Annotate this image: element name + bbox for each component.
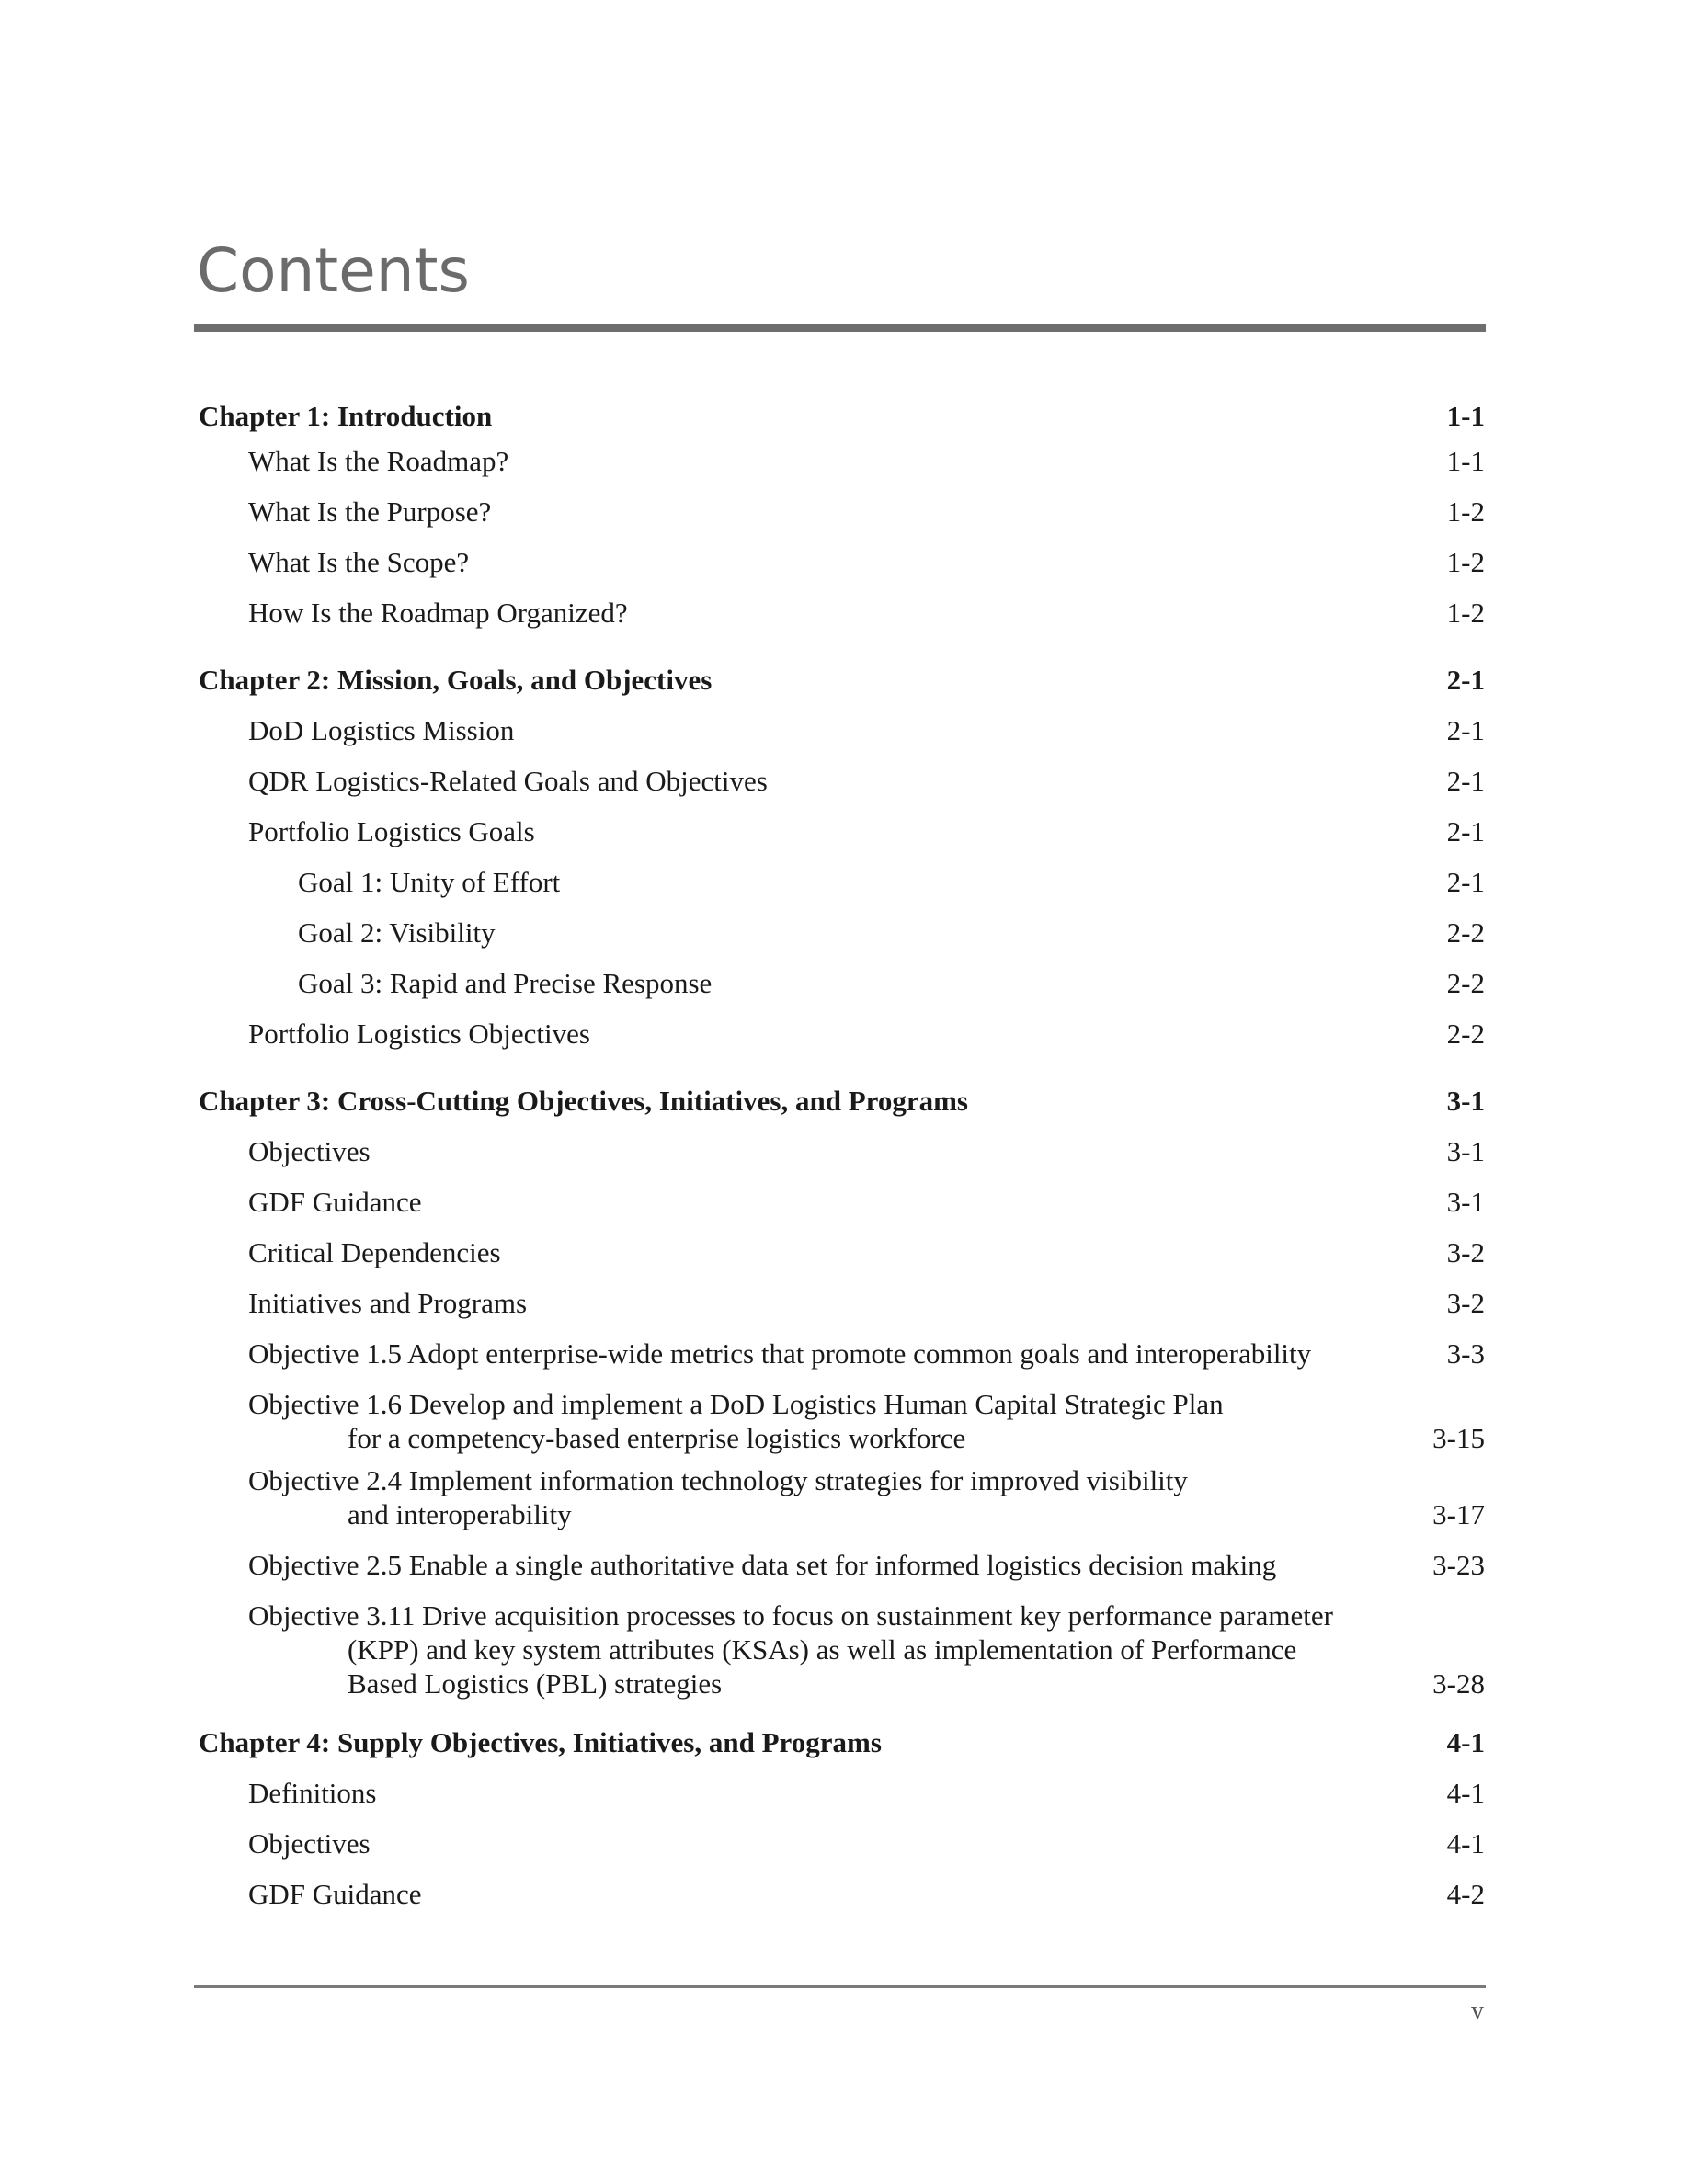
toc-entry-label: Objectives — [248, 1827, 371, 1860]
toc-entry-label: Chapter 2: Mission, Goals, and Objectives — [199, 664, 713, 696]
toc-entry[interactable] — [199, 1387, 1485, 1455]
toc-entry[interactable] — [199, 1008, 1485, 1059]
toc-entry-page: 3-28 — [1432, 1667, 1485, 1700]
table-of-contents — [199, 395, 1485, 1919]
toc-entry-page: 1-2 — [1446, 546, 1485, 578]
toc-entry[interactable] — [199, 1768, 1485, 1818]
footer-divider — [194, 1985, 1486, 1988]
toc-entry-page: 3-15 — [1432, 1422, 1485, 1454]
toc-entry-label: GDF Guidance — [248, 1878, 422, 1910]
toc-entry-page: 1-1 — [1446, 399, 1485, 432]
toc-entry-line: Objective 1.6 Develop and implement a DoD Logistics Human Capital Strategic Plan — [248, 1388, 1224, 1420]
toc-entry-label: What Is the Scope? — [248, 546, 470, 578]
toc-entry-label — [248, 1463, 1379, 1531]
toc-entry[interactable] — [199, 1177, 1485, 1227]
toc-entry-label: How Is the Roadmap Organized? — [248, 597, 628, 629]
footer-page-number: v — [1471, 1996, 1484, 2025]
toc-entry-page: 3-2 — [1446, 1236, 1485, 1268]
toc-entry-label — [248, 1387, 1379, 1455]
toc-entry[interactable] — [199, 756, 1485, 806]
toc-entry-page: 3-23 — [1432, 1549, 1485, 1581]
toc-chapter-2[interactable] — [199, 654, 1485, 705]
toc-entry-label: Portfolio Logistics Goals — [248, 815, 535, 847]
toc-entry-line: (KPP) and key system attributes (KSAs) as well as implementation of Performance — [348, 1633, 1297, 1666]
toc-entry-line: Objective 3.11 Drive acquisition processes to focus on sustainment key performance parameter — [248, 1599, 1333, 1632]
toc-entry[interactable] — [199, 1598, 1485, 1701]
toc-entry[interactable] — [199, 537, 1485, 587]
page-title: Contents — [197, 235, 470, 306]
toc-entry-label: DoD Logistics Mission — [248, 714, 515, 746]
toc-entry-label: Initiatives and Programs — [248, 1287, 528, 1319]
title-divider — [194, 324, 1486, 332]
toc-entry-label: Goal 1: Unity of Effort — [298, 866, 561, 898]
toc-entry-label: What Is the Purpose? — [248, 495, 492, 528]
toc-entry-page: 2-2 — [1446, 967, 1485, 999]
toc-entry-page: 3-1 — [1446, 1085, 1485, 1117]
toc-entry[interactable] — [199, 486, 1485, 537]
toc-chapter-1[interactable] — [199, 395, 1485, 436]
toc-entry-label: QDR Logistics-Related Goals and Objectives — [248, 765, 768, 797]
toc-entry-page: 3-1 — [1446, 1135, 1485, 1167]
toc-entry-label: Chapter 4: Supply Objectives, Initiatives, and Programs — [199, 1726, 882, 1758]
toc-entry-page: 2-1 — [1446, 815, 1485, 847]
toc-entry[interactable] — [199, 587, 1485, 638]
toc-entry-line: for a competency-based enterprise logistics workforce — [348, 1422, 966, 1454]
toc-entry-page: 3-1 — [1446, 1186, 1485, 1218]
toc-entry-page: 2-1 — [1446, 664, 1485, 696]
toc-entry-page: 4-2 — [1446, 1878, 1485, 1910]
toc-subentry[interactable] — [199, 907, 1485, 958]
toc-entry[interactable] — [199, 705, 1485, 756]
toc-entry-page: 3-2 — [1446, 1287, 1485, 1319]
toc-entry-page: 1-1 — [1446, 445, 1485, 477]
toc-entry-label: Goal 3: Rapid and Precise Response — [298, 967, 713, 999]
toc-entry-label: GDF Guidance — [248, 1186, 422, 1218]
toc-entry[interactable] — [199, 806, 1485, 857]
toc-subentry[interactable] — [199, 857, 1485, 907]
toc-entry-page: 2-2 — [1446, 1018, 1485, 1050]
toc-entry-line: Objective 2.4 Implement information technology strategies for improved visibility — [248, 1464, 1188, 1496]
toc-chapter-4[interactable] — [199, 1717, 1485, 1768]
toc-entry-label — [248, 1598, 1379, 1701]
toc-entry-page: 2-2 — [1446, 916, 1485, 949]
toc-entry-page: 3-3 — [1446, 1337, 1485, 1370]
toc-subentry[interactable] — [199, 958, 1485, 1008]
toc-entry-page: 1-2 — [1446, 495, 1485, 528]
toc-entry-page: 2-1 — [1446, 866, 1485, 898]
toc-entry[interactable] — [199, 1227, 1485, 1278]
toc-entry-page: 4-1 — [1446, 1827, 1485, 1860]
toc-entry-page: 2-1 — [1446, 765, 1485, 797]
toc-entry-page: 2-1 — [1446, 714, 1485, 746]
toc-entry-label: Objective 2.5 Enable a single authoritative data set for informed logistics decision making — [248, 1549, 1277, 1581]
toc-entry[interactable] — [199, 1278, 1485, 1328]
toc-entry-label: Chapter 3: Cross-Cutting Objectives, Initiatives, and Programs — [199, 1085, 968, 1117]
toc-entry[interactable] — [199, 1818, 1485, 1869]
toc-entry[interactable] — [199, 1540, 1485, 1590]
toc-entry-label: Goal 2: Visibility — [298, 916, 496, 949]
toc-entry-page: 4-1 — [1446, 1726, 1485, 1758]
toc-entry-label: Chapter 1: Introduction — [199, 399, 493, 432]
toc-entry-label: Objective 1.5 Adopt enterprise-wide metrics that promote common goals and interoperability — [248, 1337, 1312, 1370]
toc-entry-page: 3-17 — [1432, 1498, 1485, 1530]
toc-entry-line: Based Logistics (PBL) strategies — [348, 1667, 723, 1700]
toc-entry[interactable] — [199, 1869, 1485, 1919]
toc-entry-label: Objectives — [248, 1135, 371, 1167]
toc-entry-label: Portfolio Logistics Objectives — [248, 1018, 590, 1050]
toc-entry[interactable] — [199, 1126, 1485, 1177]
toc-entry-page: 1-2 — [1446, 597, 1485, 629]
toc-chapter-3[interactable] — [199, 1075, 1485, 1126]
toc-entry-label: What Is the Roadmap? — [248, 445, 509, 477]
toc-entry-page: 4-1 — [1446, 1777, 1485, 1809]
toc-entry[interactable] — [199, 1328, 1485, 1379]
toc-entry-label: Critical Dependencies — [248, 1236, 501, 1268]
toc-entry-label: Definitions — [248, 1777, 377, 1809]
toc-entry-line: and interoperability — [348, 1498, 572, 1530]
toc-entry[interactable] — [199, 1463, 1485, 1531]
toc-entry[interactable] — [199, 436, 1485, 486]
